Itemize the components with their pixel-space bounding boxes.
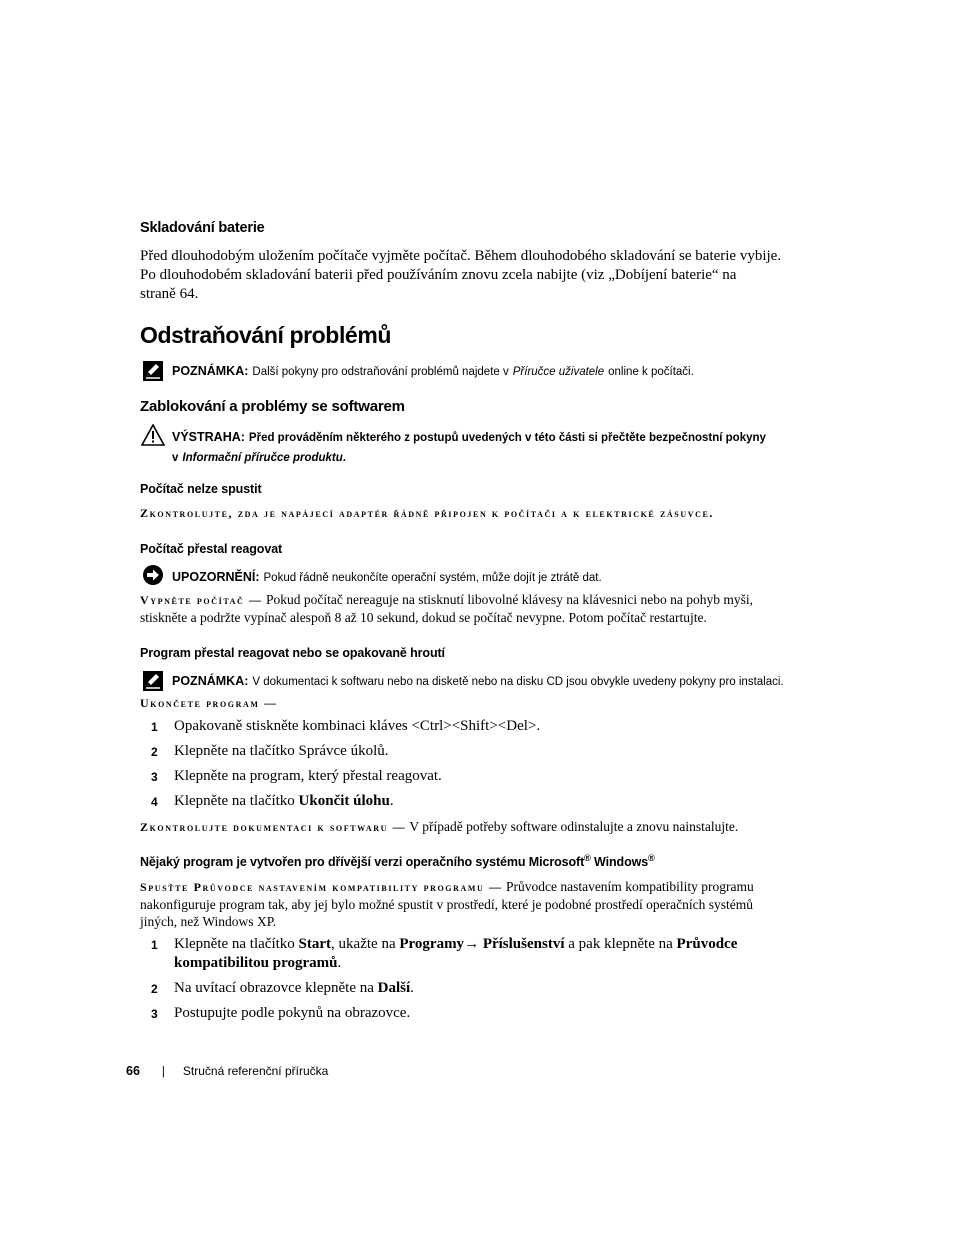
step-label: Zkontrolujte dokumentaci k softwaru —: [140, 820, 407, 834]
note-software: [172, 672, 784, 690]
troubleshooting-heading: Odstraňování problémů: [140, 322, 392, 348]
page-number: 66: [126, 1064, 140, 1078]
check-documentation-step: [140, 818, 738, 836]
wont-start-heading: Počítač nelze spustit: [140, 482, 262, 496]
battery-storage-paragraph: [140, 247, 781, 304]
page-footer: [126, 1062, 328, 1080]
registered-mark: ®: [584, 853, 591, 863]
step-text: V případě potřeby software odinstalujte a znovu nainstalujte.: [409, 819, 739, 834]
step-number: 4: [151, 795, 158, 809]
lockups-heading: Zablokování a problémy se softwarem: [140, 398, 405, 415]
step-text-part: Klepněte na tlačítko: [174, 793, 295, 809]
step-label: Spusťte Průvodce nastavením kompatibility programu —: [140, 880, 503, 894]
wizard-reference: kompatibilitou programů: [174, 955, 338, 971]
compatibility-wizard-step: [140, 878, 754, 930]
step-text-part: Na uvítací obrazovce klepněte na: [174, 980, 374, 996]
end-program-label: Ukončete program —: [140, 696, 278, 710]
step-text: Pokud počítač nereaguje na stisknutí libovolné klávesy na klávesnici nebo na pohyb myši,: [266, 592, 754, 607]
step-number: 3: [151, 1007, 158, 1021]
paragraph-line: straně 64.: [140, 286, 199, 302]
arrow-icon: →: [464, 936, 480, 952]
step-text: Klepněte na tlačítko Správce úkolů.: [174, 743, 389, 759]
step-text-part: .: [389, 793, 394, 809]
user-guide-reference: Příručce uživatele: [512, 366, 605, 378]
program-crash-heading: Program přestal reagovat nebo se opakovaně hroutí: [140, 646, 445, 660]
step-text: [174, 792, 394, 811]
notice-block: [172, 568, 602, 586]
step-number: 2: [151, 745, 158, 759]
caution-text-suffix: .: [342, 452, 346, 464]
stops-responding-heading: Počítač přestal reagovat: [140, 542, 283, 556]
heading-text: Windows: [590, 855, 649, 870]
step-text: nakonfiguruje program tak, aby jej bylo možné spustit v prostředí, které je podobné prostředí operačních systémů: [140, 897, 753, 912]
step-text: stiskněte a podržte vypínač alespoň 8 až 10 sekund, dokud se počítač nevypne. Potom počítač restartujte.: [140, 610, 707, 625]
notice-text: Pokud řádně neukončíte operační systém, může dojít je ztrátě dat.: [263, 572, 602, 584]
step-text-part: Klepněte na tlačítko: [174, 936, 295, 952]
wizard-reference: Průvodce: [676, 936, 738, 952]
step-label: Vypněte počítač —: [140, 593, 263, 607]
caution-text-prefix: v: [172, 452, 179, 464]
note-label: POZNÁMKA:: [172, 674, 249, 688]
step-text-part: .: [410, 980, 414, 996]
end-task-button-reference: Ukončit úlohu: [298, 793, 390, 809]
step-text-part: .: [337, 955, 342, 971]
step-text-part: a pak klepněte na: [568, 936, 673, 952]
battery-storage-heading: Skladování baterie: [140, 220, 265, 236]
notice-arrow-icon: [143, 565, 163, 585]
step-number: 1: [151, 720, 158, 734]
step-text: Klepněte na program, který přestal reagovat.: [174, 768, 442, 784]
note-text: Další pokyny pro odstraňování problémů najdete v: [252, 366, 509, 378]
product-info-guide-reference: Informační příručce produktu: [182, 452, 343, 464]
step-text-part: , ukažte na: [331, 936, 396, 952]
programs-menu-reference: Programy: [399, 936, 465, 952]
older-program-heading: [140, 853, 655, 869]
start-menu-reference: Start: [298, 936, 332, 952]
step-number: 3: [151, 770, 158, 784]
paragraph-line: Po dlouhodobém skladování baterii před používáním znovu zcela nabijte (viz „Dobíjení baterie“ na: [140, 267, 737, 283]
note-text-end: online k počítači.: [608, 366, 694, 378]
footer-title: Stručná referenční příručka: [182, 1064, 329, 1078]
turn-off-step: [140, 591, 753, 626]
step-number: 2: [151, 982, 158, 996]
next-button-reference: Další: [377, 980, 411, 996]
step-text: jiných, než Windows XP.: [140, 914, 277, 929]
note-label: POZNÁMKA:: [172, 364, 249, 378]
notice-label: UPOZORNĚNÍ:: [172, 570, 260, 584]
registered-mark: ®: [648, 853, 655, 863]
step-text: Opakovaně stiskněte kombinaci kláves <Ctrl><Shift><Del>.: [174, 718, 541, 734]
caution-triangle-icon: [141, 424, 165, 446]
caution-label: VÝSTRAHA:: [172, 430, 245, 444]
note-pencil-icon: [143, 361, 163, 381]
note-pencil-icon: [143, 671, 163, 691]
note-text: V dokumentaci k softwaru nebo na disketě nebo na disku CD jsou obvykle uvedeny pokyny pro instalaci.: [252, 676, 784, 688]
caution-block: [172, 428, 766, 466]
step-number: 1: [151, 938, 158, 952]
check-adapter-step: Zkontrolujte, zda je napájecí adaptér řádně připojen k počítači a k elektrické zásuvce.: [140, 506, 714, 520]
footer-separator: |: [161, 1066, 165, 1078]
note-troubleshooting: [172, 362, 694, 380]
step-text: Průvodce nastavením kompatibility programu: [505, 879, 754, 894]
step-text: Postupujte podle pokynů na obrazovce.: [174, 1005, 411, 1021]
step-text: [174, 979, 414, 998]
step-text: [174, 935, 737, 973]
heading-text: Nějaký program je vytvořen pro dřívější verzi operačního systému Microsoft: [140, 855, 585, 870]
caution-text: Před prováděním některého z postupů uvedených v této části si přečtěte bezpečnostní pokyny: [248, 432, 766, 444]
accessories-menu-reference: Příslušenství: [482, 936, 565, 952]
paragraph-line: Před dlouhodobým uložením počítače vyjměte počítač. Během dlouhodobého skladování se baterie vybije.: [140, 248, 782, 264]
